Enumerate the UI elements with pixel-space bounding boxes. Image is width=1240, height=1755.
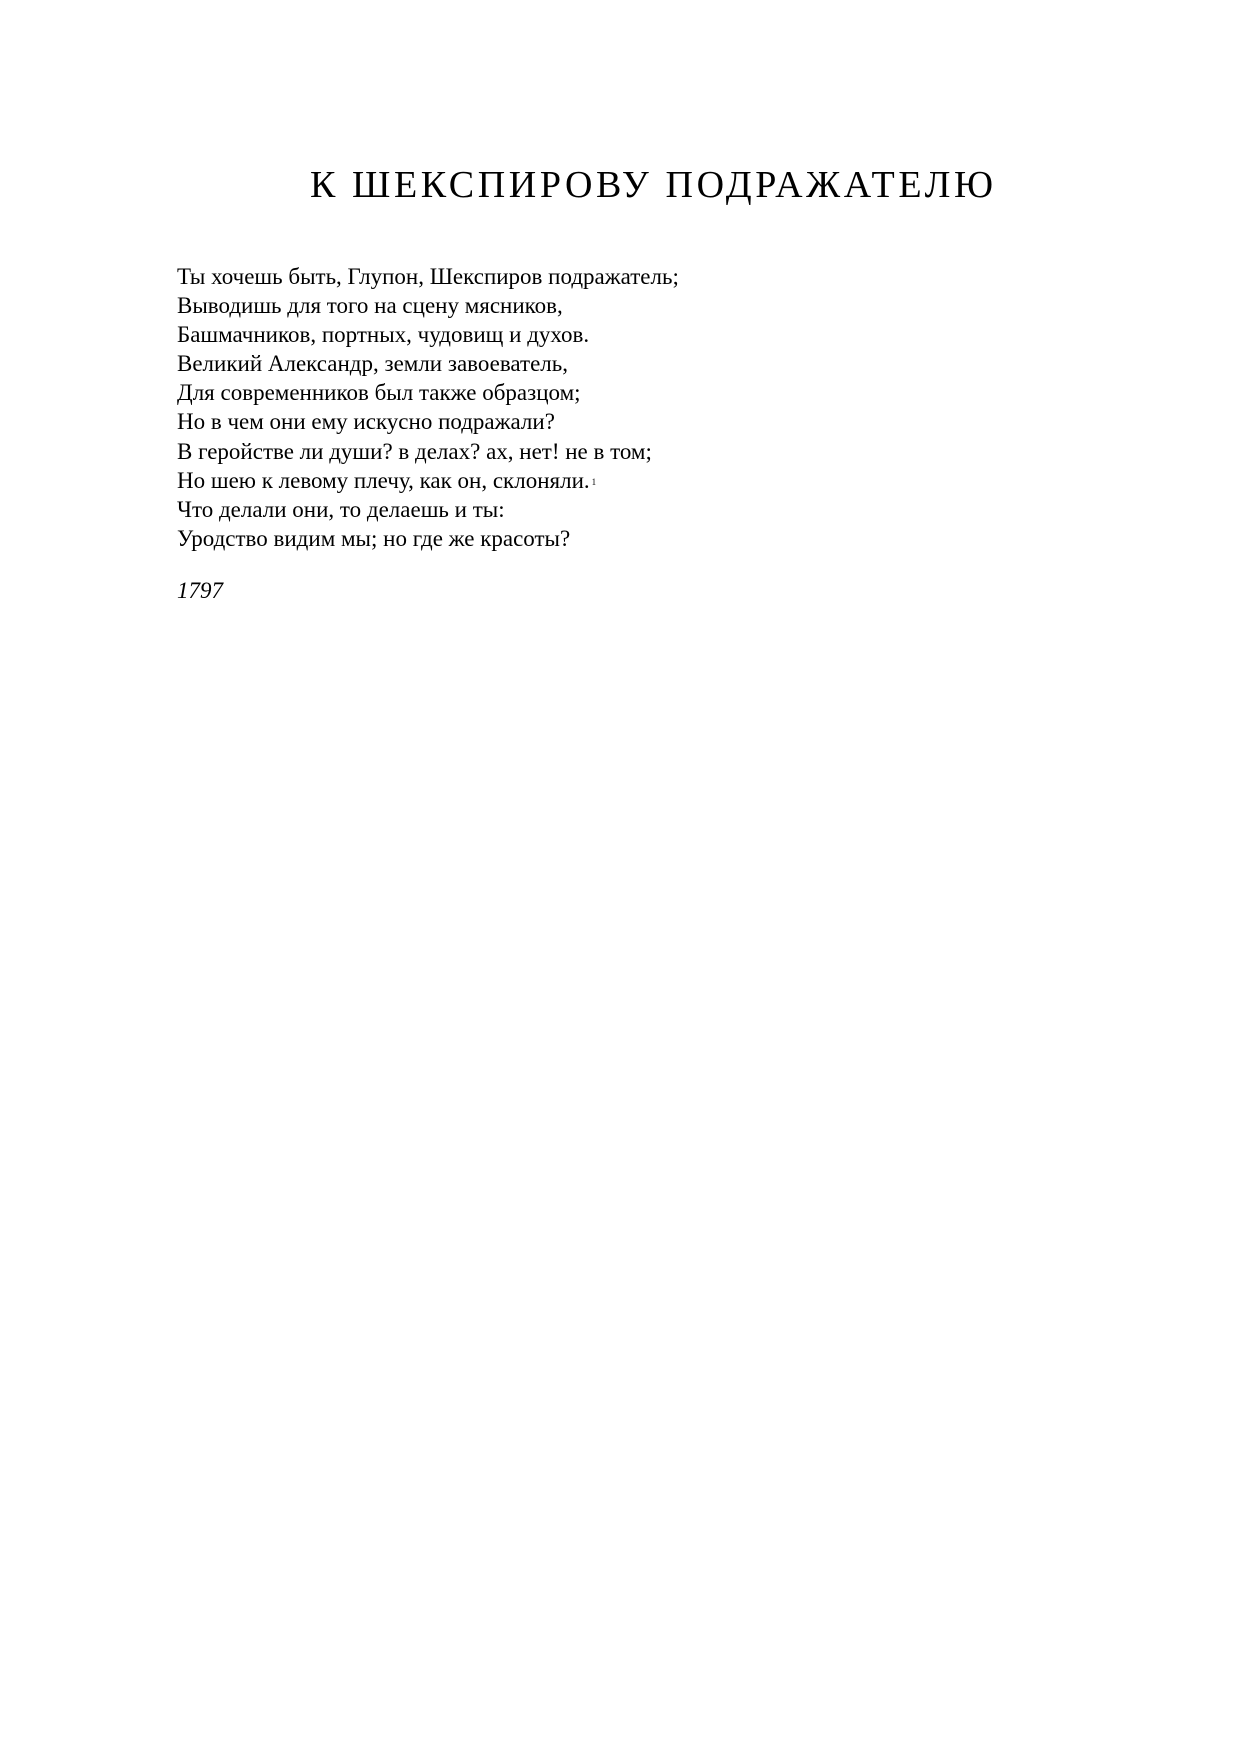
poem-title: К ШЕКСПИРОВУ ПОДРАЖАТЕЛЮ <box>310 164 997 206</box>
poem-line: Уродство видим мы; но где же красоты? <box>177 525 571 551</box>
poem-line: В геройстве ли души? в делах? ах, нет! не в том; <box>177 438 652 464</box>
poem-line: Выводишь для того на сцену мясников, <box>177 293 563 319</box>
poem-line: Башмачников, портных, чудовищ и духов. <box>177 322 590 348</box>
poem-line: Великий Александр, земли завоеватель, <box>177 351 568 377</box>
poem-body <box>177 262 679 553</box>
poem-line: Для современников был также образцом; <box>177 380 581 406</box>
footnote-marker[interactable]: 1 <box>591 476 597 487</box>
poem-line: Что делали они, то делаешь и ты: <box>177 496 505 522</box>
poem-date: 1797 <box>177 578 223 603</box>
poem-line: Ты хочешь быть, Глупон, Шекспиров подражатель; <box>177 264 679 289</box>
poem-line: Но шею к левому плечу, как он, склоняли. $^1$ <box>177 467 597 493</box>
poem-line: Но в чем они ему искусно подражали? <box>177 409 555 435</box>
